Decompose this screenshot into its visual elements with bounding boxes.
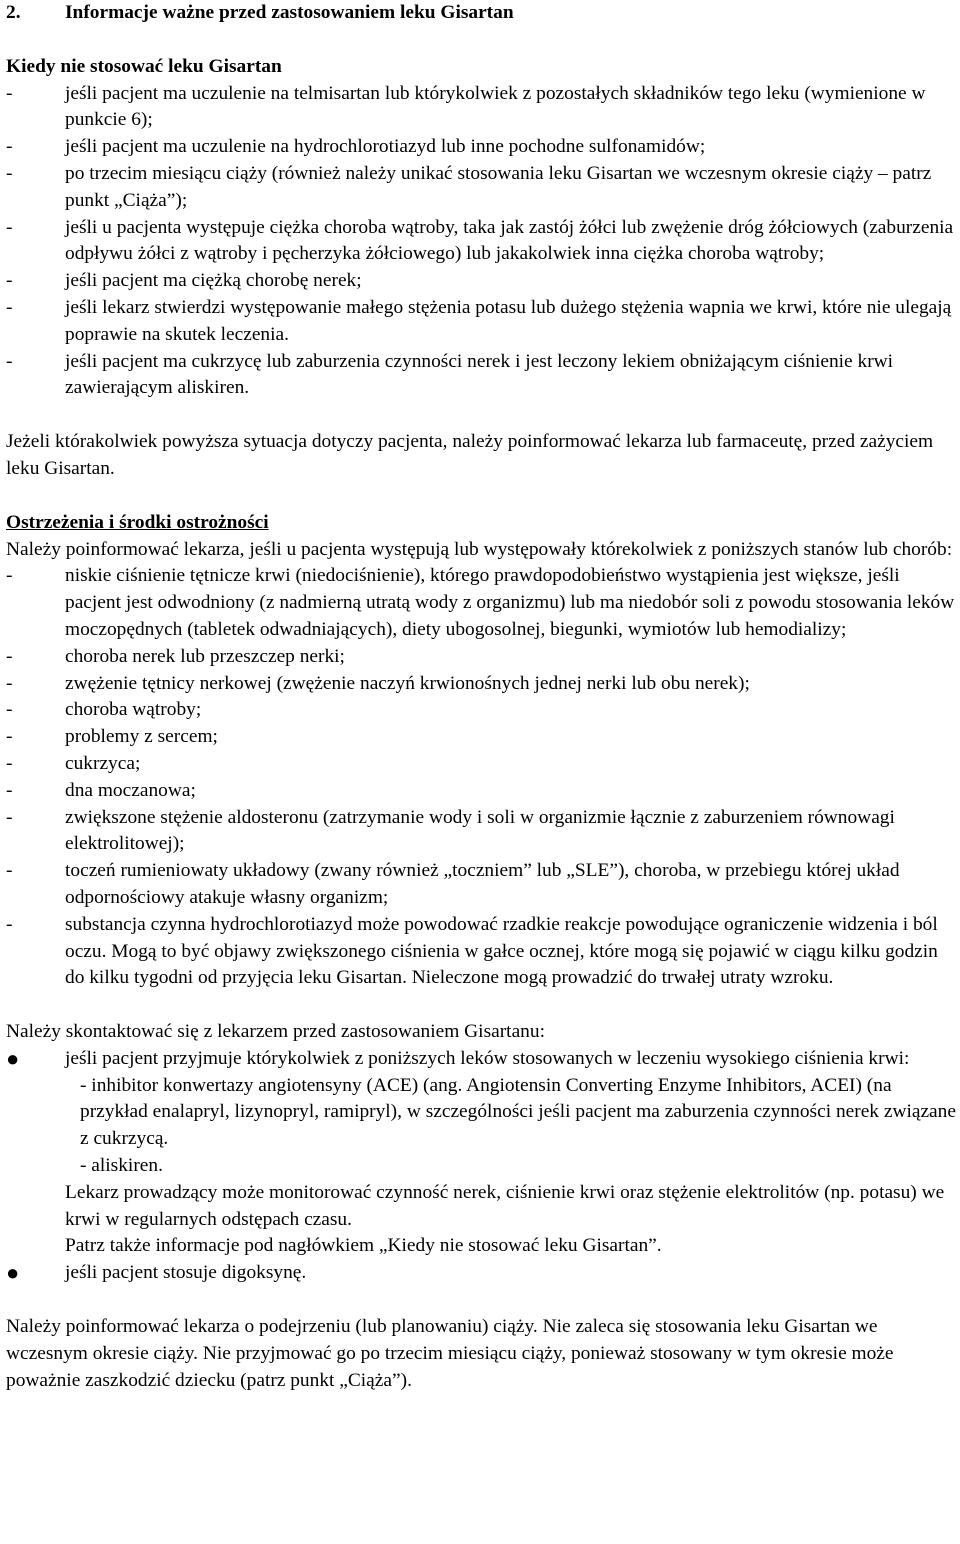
list-item: - jeśli pacjent ma uczulenie na hydrochlorotiazyd lub inne pochodne sulfonamidów; — [6, 136, 706, 158]
list-item: - jeśli pacjent ma uczulenie na telmisartan lub którykolwiek z pozostałych składników tego leku (wymienione w punkcie 6); — [6, 82, 926, 131]
see-also-note: Patrz także informacje pod nagłówkiem „Kiedy nie stosować leku Gisartan”. — [65, 1235, 662, 1257]
bullet-icon: ● — [6, 1260, 20, 1286]
section-heading — [6, 0, 956, 27]
list-item: - zwężenie tętnicy nerkowej (zwężenie naczyń krwionośnych jednej nerki lub obu nerek); — [6, 672, 750, 694]
list-item: - toczeń rumieniowaty układowy (zwany również „toczniem” lub „SLE”), choroba, w przebiegu której układ odpornościowy atakuje własny organizm; — [6, 860, 900, 908]
list-item: - jeśli u pacjenta występuje ciężka choroba wątroby, taka jak zastój żółci lub zwężenie dróg żółciowych (zaburzenia odpływu żółci z wątroby i pęcherzyka żółciowego) lub jakakolwiek inna ciężka choroba wątroby; — [6, 216, 954, 265]
section-number: 2. — [6, 2, 21, 23]
bullet-icon: ● — [6, 1045, 20, 1071]
section-title: Informacje ważne przed zastosowaniem leku Gisartan — [65, 2, 514, 23]
pregnancy-note: Należy poinformować lekarza o podejrzeniu (lub planowaniu) ciąży. Nie zaleca się stosowania leku Gisartan we wczesnym okresie ciąży. Nie przyjmować go po trzecim miesiącu ciąży, ponieważ stosowany w tym okresie może poważnie zaszkodzić dziecku (patrz punkt „Ciąża”). — [6, 1316, 894, 1391]
when-not-heading: Kiedy nie stosować leku Gisartan — [6, 55, 282, 77]
contraindications-list — [6, 81, 956, 403]
list-item: - jeśli pacjent ma ciężką chorobę nerek; — [6, 270, 362, 292]
warnings-heading: Ostrzeżenia i środki ostrożności — [6, 511, 269, 533]
monitor-note: Lekarz prowadzący może monitorować czynność nerek, ciśnienie krwi oraz stężenie elektrolitów (np. potasu) we krwi w regularnych odstępach czasu. — [65, 1181, 945, 1230]
list-item: - problemy z sercem; — [6, 726, 218, 748]
warnings-list — [6, 563, 956, 992]
list-item: - zwiększone stężenie aldosteronu (zatrzymanie wody i soli w organizmie łącznie z zaburzeniem równowagi elektrolitowej); — [6, 806, 895, 855]
list-item: - choroba nerek lub przeszczep nerki; — [6, 645, 345, 667]
list-item: ● jeśli pacjent przyjmuje którykolwiek z poniższych leków stosowanych w leczeniu wysokiego ciśnienia krwi: - inhibitor konwertazy angiotensyny (ACE) (ang. Angiotensin Converting Enzyme Inhibitors, ACEI) (na przykład enalapryl, lizynopryl, ramipryl), w szczególności jeśli pacjent ma zaburzenia czynności nerek związane z cukrzycą. - aliskiren. Lekarz prowadzący może monitorować czynność nerek, ciśnienie krwi oraz stężenie elektrolitów (np. potasu) we krwi w regularnych odstępach czasu. Patrz także informacje pod nagłówkiem „Kiedy nie stosować leku Gisartan”. — [6, 1046, 956, 1260]
when-not-note: Jeżeli którakolwiek powyższa sytuacja dotyczy pacjenta, należy poinformować lekarza lub farmaceutę, przed zażyciem leku Gisartan. — [6, 431, 934, 479]
list-item: ● jeśli pacjent stosuje digoksynę. — [6, 1260, 307, 1286]
contact-list — [6, 1046, 956, 1287]
list-item: - cukrzyca; — [6, 752, 141, 774]
sub-item: - aliskiren. — [80, 1155, 163, 1177]
list-item: - po trzecim miesiącu ciąży (również należy unikać stosowania leku Gisartan we wczesnym okresie ciąży – patrz punkt „Ciąża”); — [6, 162, 932, 211]
sub-item: - inhibitor konwertazy angiotensyny (ACE) (ang. Angiotensin Converting Enzyme Inhibitors, ACEI) (na przykład enalapryl, lizynopryl, ramipryl), w szczególności jeśli pacjent ma zaburzenia czynności nerek związane z cukrzycą. — [80, 1074, 956, 1150]
contact-intro: Należy skontaktować się z lekarzem przed zastosowaniem Gisartanu: — [6, 1021, 545, 1043]
list-item: - substancja czynna hydrochlorotiazyd może powodować rzadkie reakcje powodujące ograniczenie widzenia i ból oczu. Mogą to być objawy zwiększonego ciśnienia w gałce ocznej, które mogą się pojawić w ciągu kilku godzin do kilku tygodni od przyjęcia leku Gisartan. Nieleczone mogą prowadzić do trwałej utraty wzroku. — [6, 913, 938, 989]
list-item: - choroba wątroby; — [6, 699, 202, 721]
list-item: - dna moczanowa; — [6, 779, 196, 801]
list-item: - jeśli lekarz stwierdzi występowanie małego stężenia potasu lub dużego stężenia wapnia we krwi, które nie ulegają poprawie na skutek leczenia. — [6, 296, 952, 345]
list-item: - niskie ciśnienie tętnicze krwi (niedociśnienie), którego prawdopodobieństwo wystąpienia jest większe, jeśli pacjent jest odwodniony (z nadmierną utratą wody z organizmu) lub ma niedobór soli z powodu stosowania leków moczopędnych (tabletek odwadniających), diety ubogosolnej, biegunki, wymiotów lub hemodializy; — [6, 565, 955, 640]
warnings-intro: Należy poinformować lekarza, jeśli u pacjenta występują lub występowały którekolwiek z poniższych stanów lub chorób: — [6, 538, 953, 560]
list-item: - jeśli pacjent ma cukrzycę lub zaburzenia czynności nerek i jest leczony lekiem obniżającym ciśnienie krwi zawierającym aliskiren. — [6, 350, 894, 399]
